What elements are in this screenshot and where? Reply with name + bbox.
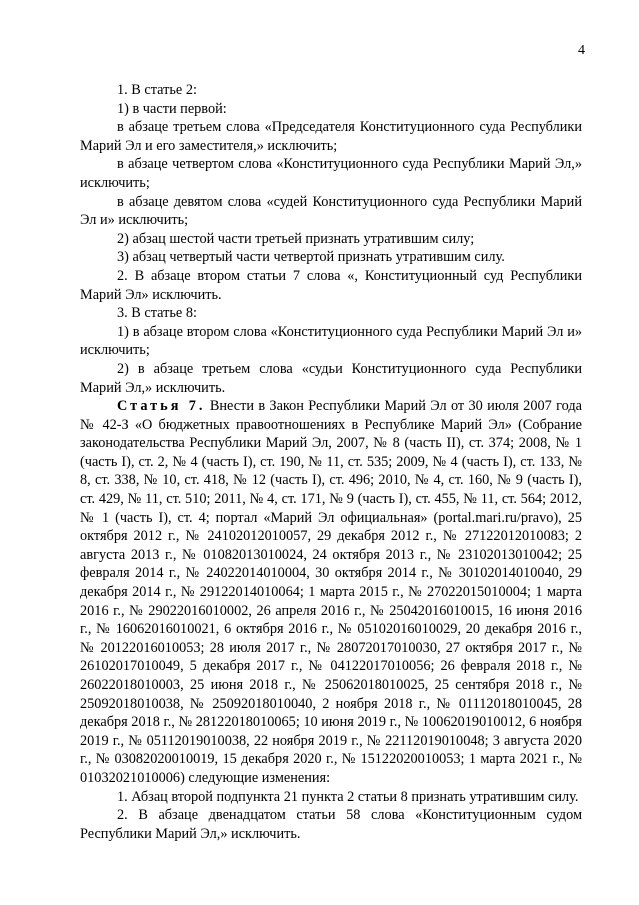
article-heading: Статья 7. (117, 398, 206, 415)
paragraph: 1. Абзац второй подпункта 21 пункта 2 статьи 8 признать утратившим силу. (117, 788, 579, 805)
paragraph: 2) абзац шестой части третьей признать утратившим силу; (117, 230, 475, 247)
paragraph: 1) в части первой: (117, 100, 227, 117)
article-paragraph (80, 397, 582, 787)
paragraph: 1. В статье 2: (117, 82, 197, 98)
document-body (80, 81, 582, 843)
page-number: 4 (578, 43, 585, 58)
paragraph: 3. В статье 8: (117, 305, 197, 322)
paragraph: 2) в абзаце третьем слова «судьи Конституционного суда Республики Марий Эл,» исключить. (80, 360, 582, 396)
article-text: Внести в Закон Республики Марий Эл от 30 июля 2007 года № 42-З «О бюджетных правоотношениях в Республике Марий Эл» (Собрание законодательства Республики Марий Эл, 2007, № 8 (часть II), ст. 374; 2008, № 1 (часть I), ст. 2, № 4 (часть I), ст. 190, № 11, ст. 535; 2009, № 4 (часть I), ст. 133, № 8, ст. 338, № 10, ст. 418, № 12 (часть I), ст. 496; 2010, № 4, ст. 160, № 9 (часть I), ст. 429, № 11, ст. 510; 2011, № 4, ст. 171, № 9 (часть I), ст. 455, № 11, ст. 564; 2012, № 1 (часть I), ст. 4; портал «Марий Эл официальная» (portal.mari.ru/pravo), 25 октября 2012 г., № 24102012010057, 29 декабря 2012 г., № 27122012010083; 2 августа 2013 г., № 01082013010024, 24 октября 2013 г., № 23102013010042; 25 февраля 2014 г., № 24022014010004, 30 октября 2014 г., № 30102014010040, 29 декабря 2014 г., № 29122014010064; 1 марта 2015 г., № 27022015010004; 1 марта 2016 г., № 29022016010002, 26 апреля 2016 г., № 25042016010015, 16 июня 2016 г., № 16062016010021, 6 октября 2016 г., № 05102016010029, 20 декабря 2016 г., № 20122016010053; 28 июля 2017 г., № 28072017010030, 27 октября 2017 г., № 26102017010049, 5 декабря 2017 г., № 04122017010056; 26 февраля 2018 г., № 26022018010003, 25 июня 2018 г., № 25062018010025, 25 сентября 2018 г., № 25092018010038, № 25092018010040, 2 ноября 2018 г., № 01112018010045, 28 декабря 2018 г., № 28122018010065; 10 июня 2019 г., № 10062019010012, 6 ноября 2019 г., № 05112019010038, 22 ноября 2019 г., № 22112019010048; 3 августа 2020 г., № 03082020010019, 15 декабря 2020 г., № 15122020010053; 1 марта 2021 г., № 01032021010006) следующие изменения: (80, 398, 582, 786)
paragraph: 2. В абзаце двенадцатом статьи 58 слова «Конституционным судом Республики Марий Эл,» исключить. (80, 807, 582, 842)
paragraph: в абзаце третьем слова «Председателя Конституционного суда Республики Марий Эл и его заместителя,» исключить; (80, 119, 582, 154)
paragraph: 2. В абзаце втором статьи 7 слова «, Конституционный суд Республики Марий Эл» исключить. (80, 267, 582, 303)
paragraph: в абзаце четвертом слова «Конституционного суда Республики Марий Эл,» исключить; (80, 156, 582, 191)
paragraph: 3) абзац четвертый части четвертой признать утратившим силу. (117, 249, 505, 266)
paragraph: в абзаце девятом слова «судей Конституционного суда Республики Марий Эл и» исключить; (80, 193, 582, 229)
paragraph: 1) в абзаце втором слова «Конституционного суда Республики Марий Эл и» исключить; (80, 323, 582, 359)
